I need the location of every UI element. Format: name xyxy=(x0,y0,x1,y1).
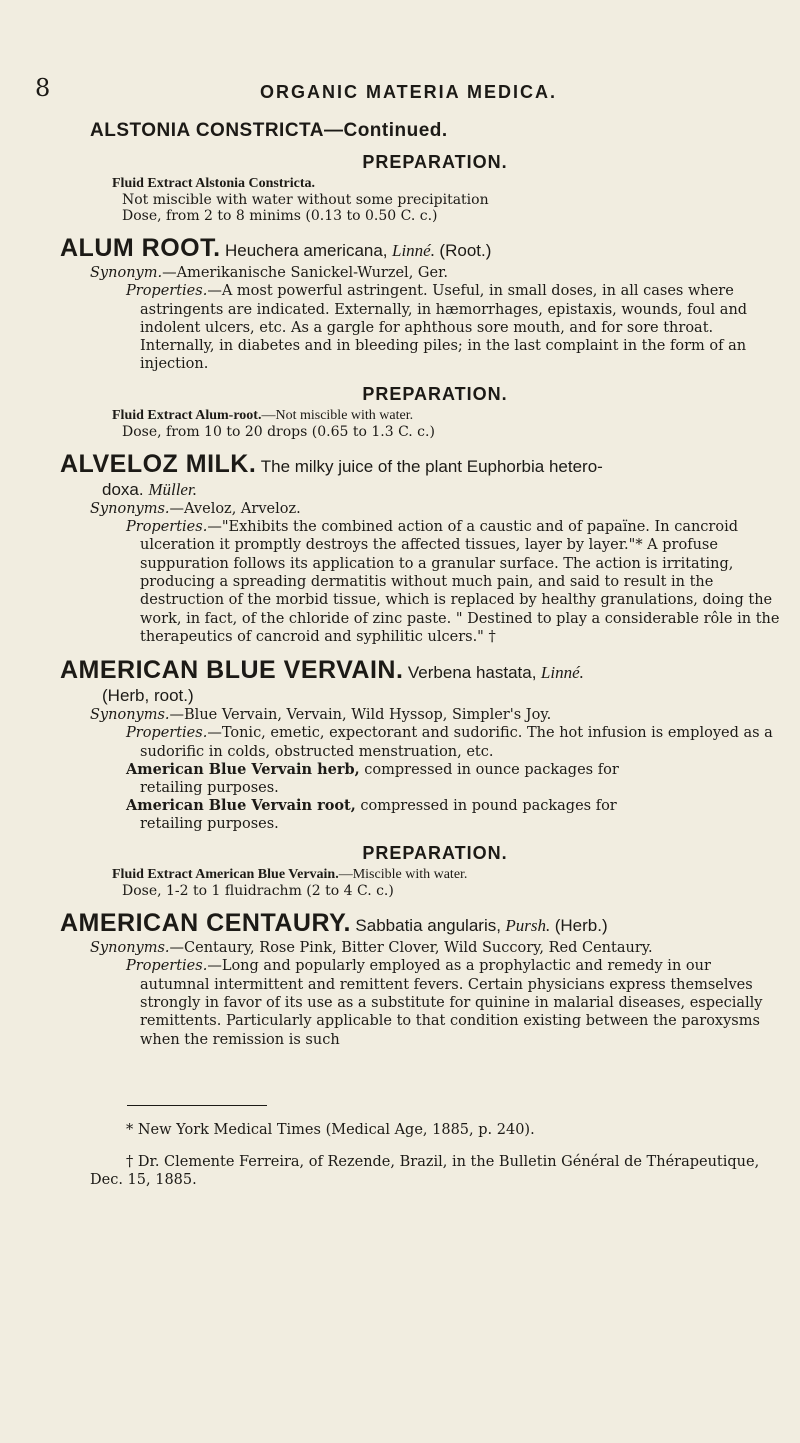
alum-root-prep-heading: PREPARATION. xyxy=(362,383,508,404)
footnote-2: † Dr. Clemente Ferreira, of Rezende, Brazil, in the Bulletin Général de Thérapeutique, Dec. 15, 1885. xyxy=(90,1154,760,1188)
alum-root-heading: ALUM ROOT. Heuchera americana, Linné. (Root.) xyxy=(60,234,492,262)
footnote-1: * New York Medical Times (Medical Age, 1885, p. 240). xyxy=(126,1121,535,1138)
blue-vervain-synonyms: Synonyms.—Blue Vervain, Vervain, Wild Hyssop, Simpler's Joy. xyxy=(90,707,552,724)
centaury-synonyms: Synonyms.—Centaury, Rose Pink, Bitter Clover, Wild Succory, Red Centaury. xyxy=(90,940,653,957)
alstonia-heading: ALSTONIA CONSTRICTA—Continued. xyxy=(90,120,448,141)
alveloz-synonyms: Synonyms.—Aveloz, Arveloz. xyxy=(90,500,301,517)
alum-root-prep-dose: Dose, from 10 to 20 drops (0.65 to 1.3 C. c.) xyxy=(122,423,435,440)
running-head xyxy=(0,74,800,106)
alstonia-prep-heading: PREPARATION. xyxy=(362,152,508,172)
alum-root-synonym: Synonym.—Amerikanische Sanickel-Wurzel, Ger. xyxy=(90,265,449,281)
blue-vervain-herb: American Blue Vervain herb, compressed in ounce packages for retailing purposes. xyxy=(126,761,619,797)
alum-root-prep-item: Fluid Extract Alum-root.—Not miscible with water. xyxy=(112,407,414,423)
alstonia-prep-dose: Dose, from 2 to 8 minims (0.13 to 0.50 C. c.) xyxy=(122,208,438,224)
centaury-heading: AMERICAN CENTAURY. Sabbatia angularis, Pursh. (Herb.) xyxy=(60,909,608,938)
blue-vervain-prep-dose: Dose, 1-2 to 1 fluidrachm (2 to 4 C. c.) xyxy=(122,883,394,900)
alstonia-prep-item: Fluid Extract Alstonia Constricta. xyxy=(112,176,315,191)
alveloz-properties: Properties.—"Exhibits the combined action of a caustic and of papaïne. In cancroid ulceration it promptly destroys the affected tissues, layer by layer."* A profuse suppuration follows its application to a granular surface. The action is irritating, producing a spreading dermatitis without much pain, and said to result in the destruction of the morbid tissue, which is replaced by healthy granulations, doing the work, in fact, of the chloride of zinc paste. " Destined to play a considerable rôle in the therapeutics of cancroid and syphilitic ulcers." † xyxy=(126,519,780,645)
alveloz-heading: ALVELOZ MILK. The milky juice of the plant Euphorbia hetero- doxa. Müller. xyxy=(60,449,603,499)
blue-vervain-prep-item: Fluid Extract American Blue Vervain.—Miscible with water. xyxy=(112,867,468,883)
centaury-properties: Properties.—Long and popularly employed as a prophylactic and remedy in our autumnal intermittent and remittent fevers. Certain physicians express themselves strongly in favor of its use as a substitute for quinine in malarial diseases, especially remittents. Particularly applicable to that condition existing between the paroxysms when the remission is such xyxy=(126,958,763,1048)
header-title: ORGANIC MATERIA MEDICA. xyxy=(260,82,557,102)
footnotes xyxy=(90,1105,780,1204)
footnote-rule xyxy=(127,1105,267,1106)
blue-vervain-prep-heading: PREPARATION. xyxy=(362,843,508,864)
blue-vervain-heading: AMERICAN BLUE VERVAIN. Verbena hastata, Linné. (Herb, root.) xyxy=(60,656,584,706)
alum-root-properties: Properties.—A most powerful astringent. Useful, in small doses, in all cases where astringents are indicated. Externally, in hæmorrhages, epistaxis, wounds, foul and indolent ulcers, etc. As a gargle for aphthous sore mouth, and for sore throat. Internally, in diabetes and in bleeding piles; in the last complaint in the form of an injection. xyxy=(126,283,748,373)
content xyxy=(60,120,780,1049)
blue-vervain-root: American Blue Vervain root, compressed in pound packages for retailing purposes. xyxy=(126,797,617,833)
alstonia-prep-line: Not miscible with water without some precipitation xyxy=(122,192,489,208)
blue-vervain-properties: Properties.—Tonic, emetic, expectorant and sudorific. The hot infusion is employed as a sudorific in colds, obstructed menstruation, etc. xyxy=(126,725,773,760)
page-number: 8 xyxy=(35,74,51,102)
